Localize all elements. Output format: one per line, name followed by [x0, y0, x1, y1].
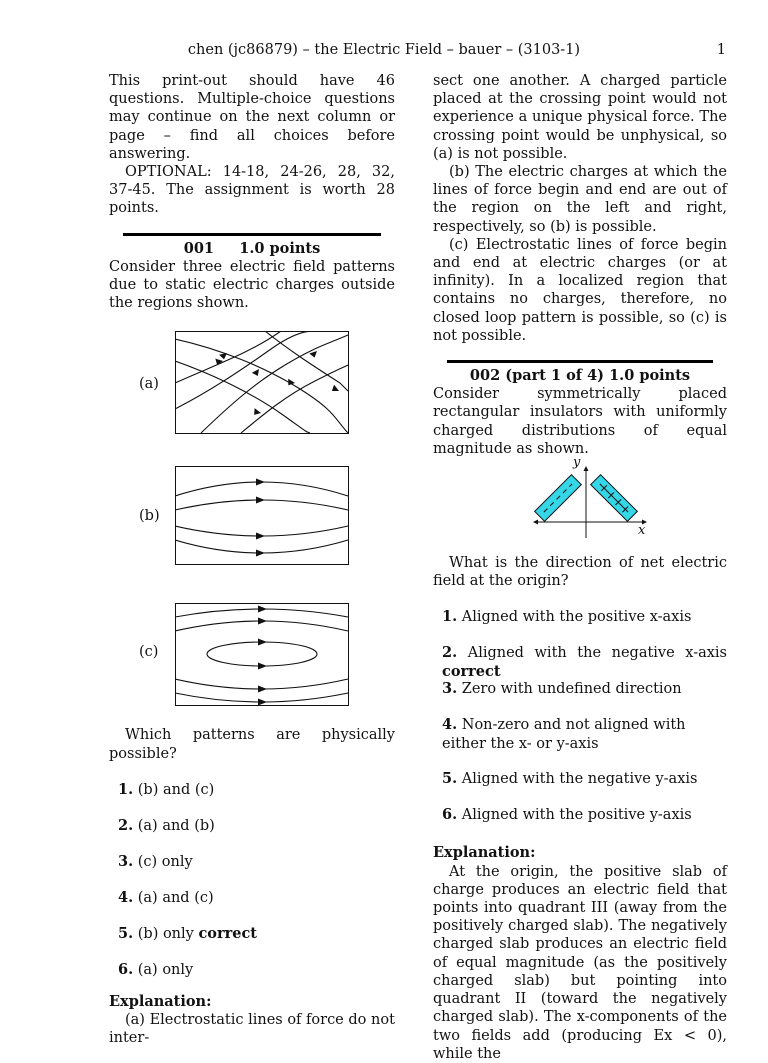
- panel-label-c: (c): [139, 644, 159, 661]
- question-prompt: Consider three electric field patterns due to static electric charges outside the regions shown.: [109, 258, 395, 312]
- question-prompt: Consider symmetrically placed rectangular insulators with uniformly charged distributions of equal magnitude as shown.: [433, 386, 727, 457]
- answer-choices: [109, 781, 395, 989]
- optional-paragraph: OPTIONAL: 14-18, 24-26, 28, 32, 37-45. The assignment is worth 28 points.: [109, 164, 395, 217]
- axis-x-label: x: [638, 523, 646, 539]
- page-number: 1: [716, 42, 726, 58]
- explanation-b: (b) The electric charges at which the lines of force begin and end are out of the region on the left and right, respectively, so (b) is possible.: [433, 164, 727, 235]
- choice-number: 6.: [118, 960, 134, 978]
- answer-choice[interactable]: [442, 644, 727, 680]
- answer-choices: [433, 608, 727, 836]
- question-text: Which patterns are physically possible?: [109, 727, 395, 762]
- choice-number: 1.: [118, 780, 134, 798]
- field-pattern-a-diagram: [175, 331, 349, 435]
- choice-text: (b) and (c): [137, 781, 215, 798]
- panel-label-b: (b): [139, 508, 160, 525]
- choice-number: 3.: [442, 680, 458, 698]
- answer-choice[interactable]: [118, 853, 395, 889]
- answer-choice[interactable]: [118, 889, 395, 925]
- question-text: What is the direction of net electric field at the origin?: [433, 555, 727, 590]
- choice-number: 1.: [442, 608, 458, 626]
- choice-text: (c) only: [137, 853, 193, 870]
- explanation-heading: Explanation:: [433, 844, 536, 862]
- answer-choice[interactable]: [442, 680, 727, 716]
- answer-choice[interactable]: [118, 781, 395, 817]
- correct-marker: correct: [198, 924, 257, 942]
- choice-number: 6.: [442, 806, 458, 824]
- choice-number: 5.: [442, 770, 458, 788]
- choice-text: Aligned with the negative x-axis: [467, 645, 728, 662]
- answer-choice[interactable]: [118, 961, 395, 989]
- choice-number: 5.: [118, 924, 134, 942]
- choice-text: (a) and (b): [137, 817, 215, 834]
- figure-a: [109, 331, 395, 435]
- answer-choice[interactable]: [442, 716, 727, 770]
- explanation-c: (c) Electrostatic lines of force begin and end at electric charges (or at infinity). In a localized region that contains no charges, therefore, no closed loop pattern is possible, so (c) is not possible.: [433, 236, 727, 344]
- explanation-text: (a) Electrostatic lines of force do not inter-: [109, 1012, 395, 1047]
- question-divider: [123, 233, 381, 236]
- choice-text: Zero with undefined direction: [461, 681, 682, 698]
- choice-text: (a) only: [137, 961, 194, 978]
- charged-slabs-diagram: [433, 455, 727, 542]
- panel-label-a: (a): [139, 376, 159, 393]
- choice-number: 4.: [118, 888, 134, 906]
- header-title: chen (jc86879) – the Electric Field – bauer – (3103-1): [187, 42, 581, 58]
- intro-paragraph: This print-out should have 46 questions. Multiple-choice questions may continue on the next column or page – find all choices before answering.: [109, 73, 395, 162]
- axis-y-label: y: [573, 455, 581, 471]
- field-pattern-b-diagram: [175, 466, 349, 566]
- choice-text: Aligned with the positive y-axis: [461, 807, 692, 824]
- correct-marker: correct: [442, 662, 501, 680]
- figure-c: [109, 603, 395, 707]
- page-header: [0, 42, 768, 62]
- choice-number: 4.: [442, 716, 458, 734]
- right-column: [433, 72, 727, 1063]
- choice-text: (b) only: [137, 925, 194, 942]
- choice-text: Aligned with the negative y-axis: [461, 771, 698, 788]
- answer-choice[interactable]: [118, 817, 395, 853]
- question-heading: 001 1.0 points: [183, 239, 321, 257]
- explanation-continued: sect one another. A charged particle placed at the crossing point would not experience a unique physical force. The crossing point would be unphysical, so (a) is not possible.: [433, 73, 727, 162]
- choice-text: Aligned with the positive x-axis: [461, 609, 692, 626]
- explanation-heading: Explanation:: [109, 992, 212, 1010]
- question-heading: 002 (part 1 of 4) 1.0 points: [469, 367, 691, 385]
- figure-b: [109, 466, 395, 568]
- choice-number: 2.: [442, 644, 458, 662]
- answer-choice[interactable]: [118, 925, 395, 961]
- answer-choice[interactable]: [442, 608, 727, 644]
- choice-text: (a) and (c): [137, 889, 214, 906]
- explanation-text: At the origin, the positive slab of charge produces an electric field that points into quadrant III (away from the positively charged slab). The negatively charged slab produces an electric field of equal magnitude (as the positively charged slab) but pointing into quadrant II (toward the negatively charged slab). The x-components of the two fields add (producing Ex < 0), while the: [433, 863, 727, 1062]
- choice-text: Non-zero and not aligned with either the x- or y-axis: [442, 717, 686, 752]
- answer-choice[interactable]: [442, 770, 727, 806]
- answer-choice[interactable]: [442, 806, 727, 836]
- choice-number: 3.: [118, 852, 134, 870]
- question-divider: [447, 360, 713, 363]
- left-column: [109, 72, 395, 1047]
- field-pattern-c-diagram: [175, 603, 349, 707]
- choice-number: 2.: [118, 816, 134, 834]
